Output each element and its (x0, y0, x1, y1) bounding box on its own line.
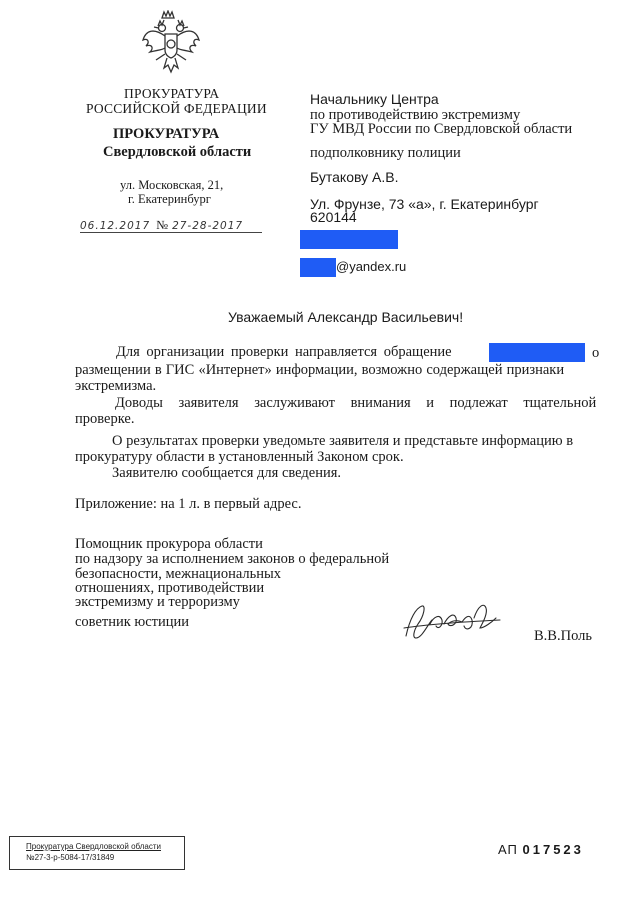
form-serial (498, 842, 584, 857)
outgoing-reference (80, 216, 262, 233)
paragraph-2-line-2: проверке. (75, 411, 135, 427)
sender-line-2: РОССИЙСКОЙ ФЕДЕРАЦИИ (86, 101, 267, 116)
recipient-postcode: 620144 (310, 209, 357, 225)
recipient-line-3: ГУ МВД России по Свердловской области (310, 121, 573, 137)
sender-address-street: ул. Московская, 21, (120, 178, 224, 192)
redaction-bar-applicant (300, 230, 398, 249)
recipient-name: Бутакову А.В. (310, 169, 399, 185)
paragraph-2-line-1: Доводы заявителя заслуживают внимания и подлежат тщательной (115, 395, 597, 411)
registration-stamp (9, 836, 185, 870)
paragraph-1-line-1 (116, 344, 486, 361)
signer-title-line-5: экстремизму и терроризму (75, 594, 240, 610)
redaction-bar-email (300, 258, 336, 277)
paragraph-3-line-1: О результатах проверки уведомьте заявителя и представьте информацию в (112, 433, 574, 449)
recipient-line-1: Начальнику Центра (310, 91, 439, 107)
paragraph-1-line-3: экстремизма. (75, 378, 157, 394)
recipient-rank: подполковнику полиции (310, 145, 461, 161)
stamp-line-1: Прокуратура Свердловской области (26, 842, 161, 851)
outgoing-number: 27-28-2017 (172, 220, 244, 232)
number-sign: № (156, 218, 169, 232)
serial-number: 017523 (522, 842, 584, 857)
sender-org-title: ПРОКУРАТУРА (113, 126, 220, 142)
paragraph-1-line-2: размещении в ГИС «Интернет» информации, возможно содержащей признаки (75, 362, 565, 378)
paragraph-3-line-2: прокуратуру области в установленный Законом срок. (75, 449, 404, 465)
paragraph-1-text-b: о (592, 345, 600, 361)
signer-title-line-2: по надзору за исполнением законов о федеральной (75, 551, 390, 567)
sender-address-city: г. Екатеринбург (128, 192, 211, 206)
sender-org-region: Свердловской области (103, 144, 252, 160)
applicant-email-domain: @yandex.ru (336, 259, 407, 274)
sender-line-1: ПРОКУРАТУРА (124, 86, 220, 101)
greeting: Уважаемый Александр Васильевич! (228, 309, 464, 325)
signer-title-line-1: Помощник прокурора области (75, 536, 263, 552)
signer-title-line-3: безопасности, межнациональных (75, 566, 281, 582)
paragraph-1-text-a: Для организации проверки направляется обращение (116, 344, 452, 360)
serial-prefix: АП (498, 842, 518, 857)
recipient-address: Ул. Фрунзе, 73 «а», г. Екатеринбург (310, 196, 539, 212)
signer-rank: советник юстиции (75, 614, 190, 630)
outgoing-date: 06.12.2017 (80, 220, 151, 232)
redaction-bar-applicant-name (489, 343, 585, 362)
handwritten-signature-icon (400, 598, 510, 648)
paragraph-4: Заявителю сообщается для сведения. (112, 465, 342, 481)
attachment-note: Приложение: на 1 л. в первый адрес. (75, 496, 302, 512)
stamp-line-2: №27-3-р-5084-17/31849 (26, 853, 115, 862)
signer-title-line-4: отношениях, противодействии (75, 580, 265, 596)
russian-coat-of-arms-icon (140, 10, 202, 76)
recipient-line-2: по противодействию экстремизму (310, 107, 521, 123)
signer-name: В.В.Поль (534, 628, 592, 644)
